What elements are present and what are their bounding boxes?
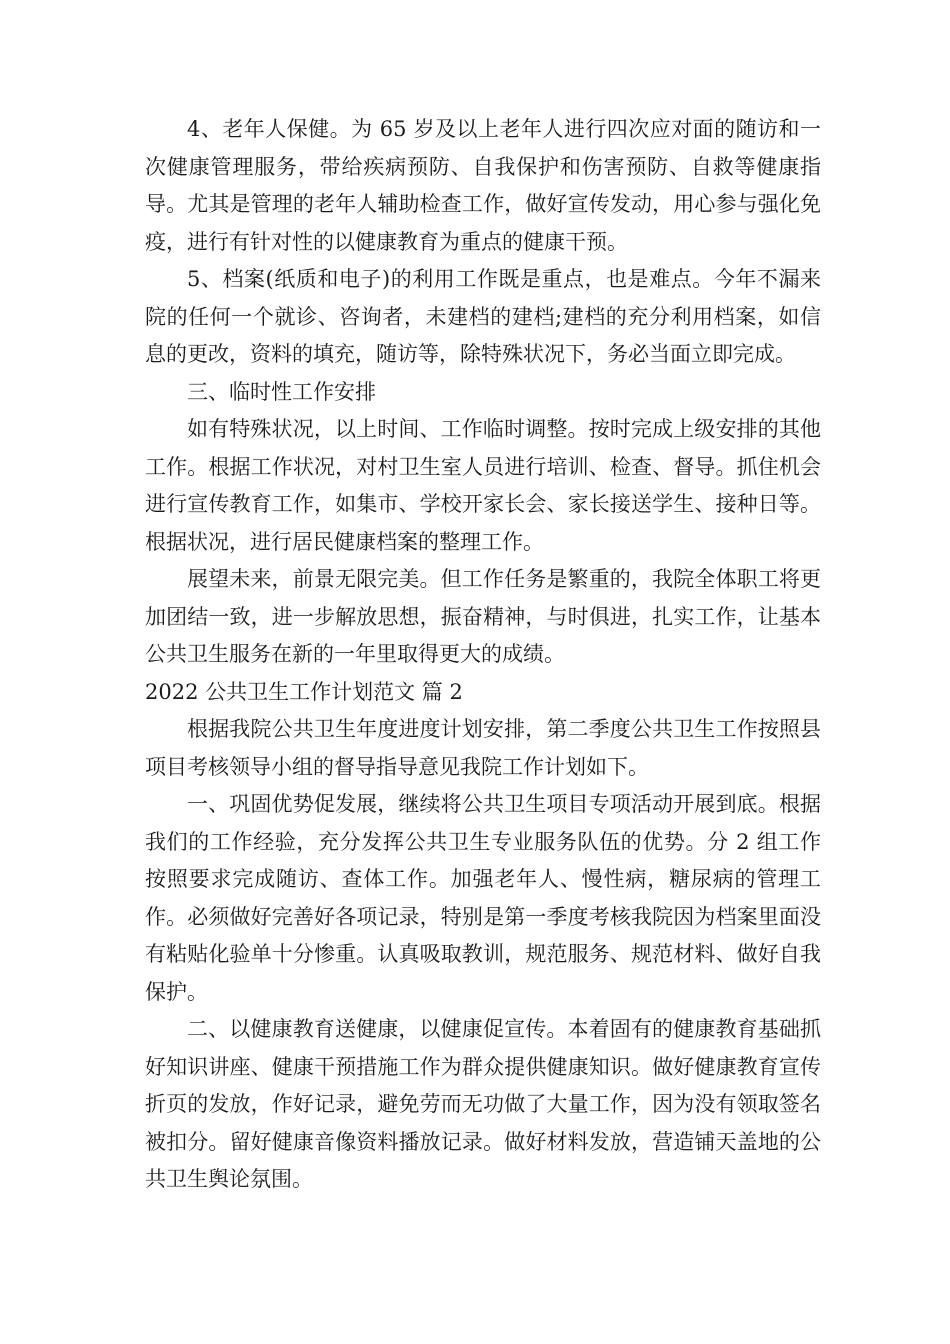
paragraph-health-education: 二、以健康教育送健康，以健康促宣传。本着固有的健康教育基础抓好知识讲座、健康干预措施工作为群众提供健康知识。做好健康教育宣传折页的发放，作好记录，避免劳而无功做了大量工作，因为没有领取签名被扣分。留好健康音像资料播放记录。做好材料发放，营造铺天盖地的公共卫生舆论氛围。: [145, 1017, 821, 1191]
paragraph-consolidate: 一、巩固优势促发展，继续将公共卫生项目专项活动开展到底。根据我们的工作经验，充分发挥公共卫生专业服务队伍的优势。分 2 组工作按照要求完成随访、查体工作。加强老年人、慢性病，糖尿病的管理工作。必须做好完善好各项记录，特别是第一季度考核我院因为档案里面没有粘贴化验单十分惨重。认真吸取教训，规范服务、规范材料、做好自我保护。: [145, 792, 821, 1004]
article-title-part-2: 2022 公共卫生工作计划范文 篇 2: [145, 679, 463, 704]
paragraph-temporary-work: 如有特殊状况，以上时间、工作临时调整。按时完成上级安排的其他工作。根据工作状况，对村卫生室人员进行培训、检查、督导。抓住机会进行宣传教育工作，如集市、学校开家长会、家长接送学生、接种日等。根据状况，进行居民健康档案的整理工作。: [145, 417, 821, 554]
section-heading-temporary-work: 三、临时性工作安排: [187, 379, 376, 404]
paragraph-archives: 5、档案(纸质和电子)的利用工作既是重点，也是难点。今年不漏来院的任何一个就诊、咨询者，未建档的建档;建档的充分利用档案，如信息的更改，资料的填充，随访等，除特殊状况下，务必当面立即完成。: [145, 267, 821, 366]
paragraph-elderly-care: 4、老年人保健。为 65 岁及以上老年人进行四次应对面的随访和一次健康管理服务，带给疾病预防、自我保护和伤害预防、自救等健康指导。尤其是管理的老年人辅助检查工作，做好宣传发动，用心参与强化免疫，进行有针对性的以健康教育为重点的健康干预。: [145, 117, 821, 254]
paragraph-outlook: 展望未来，前景无限完美。但工作任务是繁重的，我院全体职工将更加团结一致，进一步解放思想，振奋精神，与时俱进，扎实工作，让基本公共卫生服务在新的一年里取得更大的成绩。: [145, 567, 821, 666]
document-body: [145, 111, 821, 1199]
paragraph-plan-intro: 根据我院公共卫生年度进度计划安排，第二季度公共卫生工作按照县项目考核领导小组的督导指导意见我院工作计划如下。: [145, 717, 821, 779]
